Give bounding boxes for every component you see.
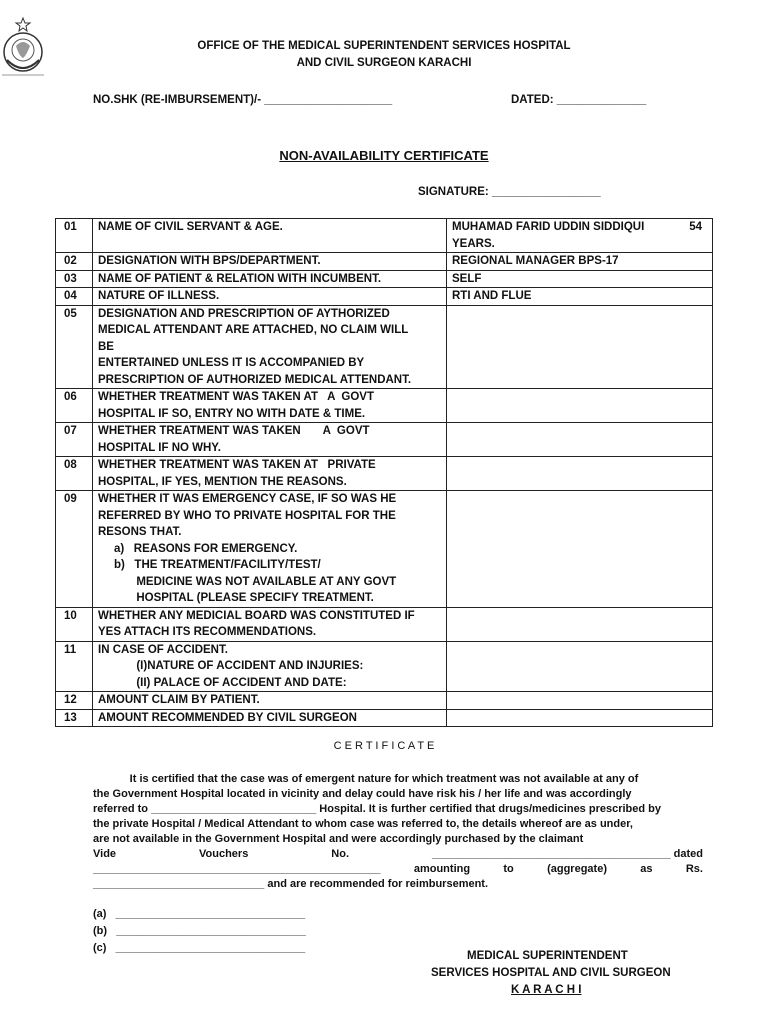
row-number: 11 xyxy=(56,641,93,692)
description-line: REFERRED BY WHO TO PRIVATE HOSPITAL FOR THE xyxy=(98,509,396,522)
line-word: Rs. xyxy=(685,863,703,875)
description-line: PRESCRIPTION OF AUTHORIZED MEDICAL ATTENDANT. xyxy=(98,373,412,386)
line-word: as xyxy=(640,863,653,875)
row-value[interactable] xyxy=(447,607,713,641)
description-line: WHETHER TREATMENT WAS TAKEN A GOVT xyxy=(98,425,370,437)
row-value[interactable] xyxy=(447,641,713,692)
description-line: MEDICAL ATTENDANT ARE ATTACHED, NO CLAIM WILL xyxy=(98,324,409,336)
description-line: AMOUNT RECOMMENDED BY CIVIL SURGEON xyxy=(98,711,357,724)
row-description xyxy=(93,709,447,727)
line-word: _______________________________________________ xyxy=(93,863,381,875)
row-number: 04 xyxy=(56,288,93,306)
reference-number: NO.SHK (RE-IMBURSEMENT)/- ____________________ xyxy=(93,94,393,106)
description-line: HOSPITAL IF NO WHY. xyxy=(98,441,221,454)
line-word: Vide xyxy=(93,848,117,860)
row-description xyxy=(93,457,447,491)
description-line: RESONS THAT. xyxy=(98,526,182,538)
table-row xyxy=(56,389,713,423)
paragraph-line: the Government Hospital located in vicinity and delay could have risk his / her life and was accordingly xyxy=(93,788,632,800)
description-line: b) THE TREATMENT/FACILITY/TEST/ xyxy=(98,559,321,571)
description-line: ENTERTAINED UNLESS IT IS ACCOMPANIED BY xyxy=(98,357,365,369)
row-value[interactable] xyxy=(447,389,713,423)
row-description xyxy=(93,305,447,389)
description-line: IN CASE OF ACCIDENT. xyxy=(98,643,228,656)
row-description xyxy=(93,270,447,288)
vouchers-line xyxy=(93,847,703,862)
paragraph-line: the private Hospital / Medical Attendant to whom case was referred to, the details whereof are as under, xyxy=(93,818,633,830)
description-line: HOSPITAL, IF YES, MENTION THE REASONS. xyxy=(98,475,347,488)
row-number: 09 xyxy=(56,491,93,608)
description-line: YES ATTACH ITS RECOMMENDATIONS. xyxy=(98,626,317,638)
row-description xyxy=(93,692,447,710)
value-line: YEARS. xyxy=(452,237,495,250)
table-row xyxy=(56,491,713,608)
row-description xyxy=(93,491,447,608)
description-line: (I)NATURE OF ACCIDENT AND INJURIES: xyxy=(98,660,364,672)
row-description xyxy=(93,423,447,457)
row-number: 06 xyxy=(56,389,93,423)
row-value[interactable] xyxy=(447,219,713,253)
row-value[interactable] xyxy=(447,288,713,306)
row-number: 05 xyxy=(56,305,93,389)
table-row xyxy=(56,288,713,306)
table-row xyxy=(56,219,713,253)
description-line: HOSPITAL IF SO, ENTRY NO WITH DATE & TIME. xyxy=(98,407,366,420)
description-line: WHETHER TREATMENT WAS TAKEN AT PRIVATE xyxy=(98,459,376,471)
row-description xyxy=(93,253,447,271)
row-number: 02 xyxy=(56,253,93,271)
description-line: (II) PALACE OF ACCIDENT AND DATE: xyxy=(98,676,347,689)
table-row xyxy=(56,305,713,389)
description-line: MEDICINE WAS NOT AVAILABLE AT ANY GOVT xyxy=(98,575,397,588)
table-row xyxy=(56,423,713,457)
table-row xyxy=(56,692,713,710)
voucher-item: (b) _______________________________ xyxy=(93,925,306,937)
table-row xyxy=(56,457,713,491)
certificate-title: NON-AVAILABILITY CERTIFICATE xyxy=(279,148,489,163)
footer-line3: K A R A C H I xyxy=(511,984,582,996)
row-number: 03 xyxy=(56,270,93,288)
description-line: DESIGNATION WITH BPS/DEPARTMENT. xyxy=(98,255,321,267)
row-number: 01 xyxy=(56,219,93,253)
line-word: (aggregate) xyxy=(547,863,607,875)
row-value[interactable] xyxy=(447,305,713,389)
dated-field: DATED: ______________ xyxy=(511,94,647,106)
voucher-item: (c) _______________________________ xyxy=(93,942,306,954)
voucher-item: (a) _______________________________ xyxy=(93,908,306,920)
description-line: WHETHER IT WAS EMERGENCY CASE, IF SO WAS HE xyxy=(98,493,397,505)
certificate-heading: C E R T I F I C A T E xyxy=(333,740,435,752)
description-line: NATURE OF ILLNESS. xyxy=(98,290,220,302)
row-number: 10 xyxy=(56,607,93,641)
row-description xyxy=(93,389,447,423)
row-number: 07 xyxy=(56,423,93,457)
signature-field: SIGNATURE: _________________ xyxy=(418,186,601,198)
row-value[interactable] xyxy=(447,253,713,271)
value-line: SELF xyxy=(452,272,482,285)
value-line: REGIONAL MANAGER BPS-17 xyxy=(452,255,619,267)
row-value[interactable] xyxy=(447,692,713,710)
amount-line xyxy=(93,862,703,877)
description-line: HOSPITAL (PLEASE SPECIFY TREATMENT. xyxy=(98,592,374,604)
table-row xyxy=(56,253,713,271)
certificate-paragraph xyxy=(93,772,703,892)
row-description xyxy=(93,641,447,692)
table-row xyxy=(56,641,713,692)
row-value[interactable] xyxy=(447,423,713,457)
description-line: WHETHER ANY MEDICIAL BOARD WAS CONSTITUTED IF xyxy=(98,609,415,622)
description-line: AMOUNT CLAIM BY PATIENT. xyxy=(98,694,260,706)
description-line: BE xyxy=(98,340,114,353)
description-line: DESIGNATION AND PRESCRIPTION OF AYTHORIZED xyxy=(98,307,390,320)
row-number: 13 xyxy=(56,709,93,727)
table-row xyxy=(56,709,713,727)
footer-line1: MEDICAL SUPERINTENDENT xyxy=(467,950,628,962)
value-line: RTI AND FLUE xyxy=(452,290,532,302)
row-number: 12 xyxy=(56,692,93,710)
row-value[interactable] xyxy=(447,491,713,608)
row-description xyxy=(93,288,447,306)
description-line: NAME OF CIVIL SERVANT & AGE. xyxy=(98,221,283,233)
paragraph-line: are not available in the Government Hospital and were accordingly purchased by the claimant xyxy=(93,833,584,845)
paragraph-line: It is certified that the case was of emergent nature for which treatment was not available at any of xyxy=(93,773,639,785)
reimbursement-line: ____________________________ and are recommended for reimbursement. xyxy=(93,878,489,890)
value-line: MUHAMAD FARID UDDIN SIDDIQUI xyxy=(452,221,645,233)
line-word: _______________________________________ dated xyxy=(431,848,703,860)
office-title-line2: AND CIVIL SURGEON KARACHI xyxy=(296,57,472,69)
paragraph-line: referred to ___________________________ Hospital. It is further certified that drugs/medicines prescribed by xyxy=(93,803,661,815)
age-value: 54 xyxy=(689,221,702,233)
description-line: NAME OF PATIENT & RELATION WITH INCUMBENT. xyxy=(98,272,382,285)
row-value[interactable] xyxy=(447,270,713,288)
row-value[interactable] xyxy=(447,457,713,491)
table-row xyxy=(56,607,713,641)
line-word: to xyxy=(503,863,514,875)
row-description xyxy=(93,219,447,253)
line-word: amounting xyxy=(413,863,471,875)
description-line: a) REASONS FOR EMERGENCY. xyxy=(98,542,298,555)
footer-line2: SERVICES HOSPITAL AND CIVIL SURGEON xyxy=(431,967,671,979)
description-line: WHETHER TREATMENT WAS TAKEN AT A GOVT xyxy=(98,391,374,403)
table-row xyxy=(56,270,713,288)
office-title-line1: OFFICE OF THE MEDICAL SUPERINTENDENT SERVICES HOSPITAL xyxy=(197,40,571,52)
details-table xyxy=(55,218,713,727)
line-word: Vouchers xyxy=(199,848,249,860)
row-number: 08 xyxy=(56,457,93,491)
row-value[interactable] xyxy=(447,709,713,727)
line-word: No. xyxy=(331,848,350,860)
voucher-items xyxy=(93,906,306,957)
row-description xyxy=(93,607,447,641)
